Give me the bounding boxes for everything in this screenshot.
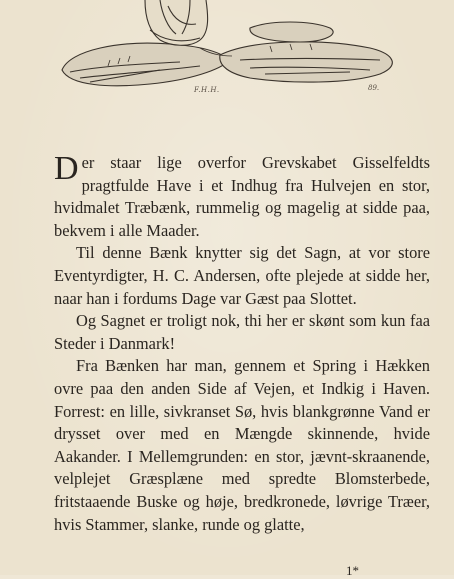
page-signature-mark: 1* [346, 563, 359, 578]
artist-signature: F.H.H. [194, 86, 220, 94]
paragraph-3: Og Sagnet er troligt nok, thi her er skønt som kun faa Steder i Danmark! [54, 311, 430, 353]
drop-cap: D [54, 150, 79, 187]
date-mark: 89. [368, 84, 380, 92]
paragraph-4: Fra Bænken har man, gennem et Spring i Hækken ovre paa den anden Side af Vejen, et Indkig i Haven. Forrest: en lille, sivkranset Sø, hvis blankgrønne Vand er drysset over med en Mængde skinnende, hvide Aakander. I Mellemgrunden: en stor, jævnt-skraanende, velplejet Græsplæne med spredte Blomsterbede, fritstaaende Buske og høje, bredkronede, løvrige Træer, hvis Stammer, slanke, runde og glatte, [54, 356, 430, 534]
water-lily-illustration [50, 0, 400, 110]
body-text [54, 152, 430, 536]
paragraph-2: Til denne Bænk knytter sig det Sagn, at vor store Eventyrdigter, H. C. Andersen, ofte plejede at sidde her, naar han i fordums Dage var Gæst paa Slottet. [54, 243, 430, 308]
paragraph-1 [54, 152, 430, 242]
paragraph-1-text: er staar lige overfor Grevskabet Gisselfeldts pragtfulde Have i et Indhug fra Hulvejen en stor, hvidmalet Træbænk, rummelig og magelig at sidde paa, bekvem i alle Maader. [54, 153, 430, 240]
